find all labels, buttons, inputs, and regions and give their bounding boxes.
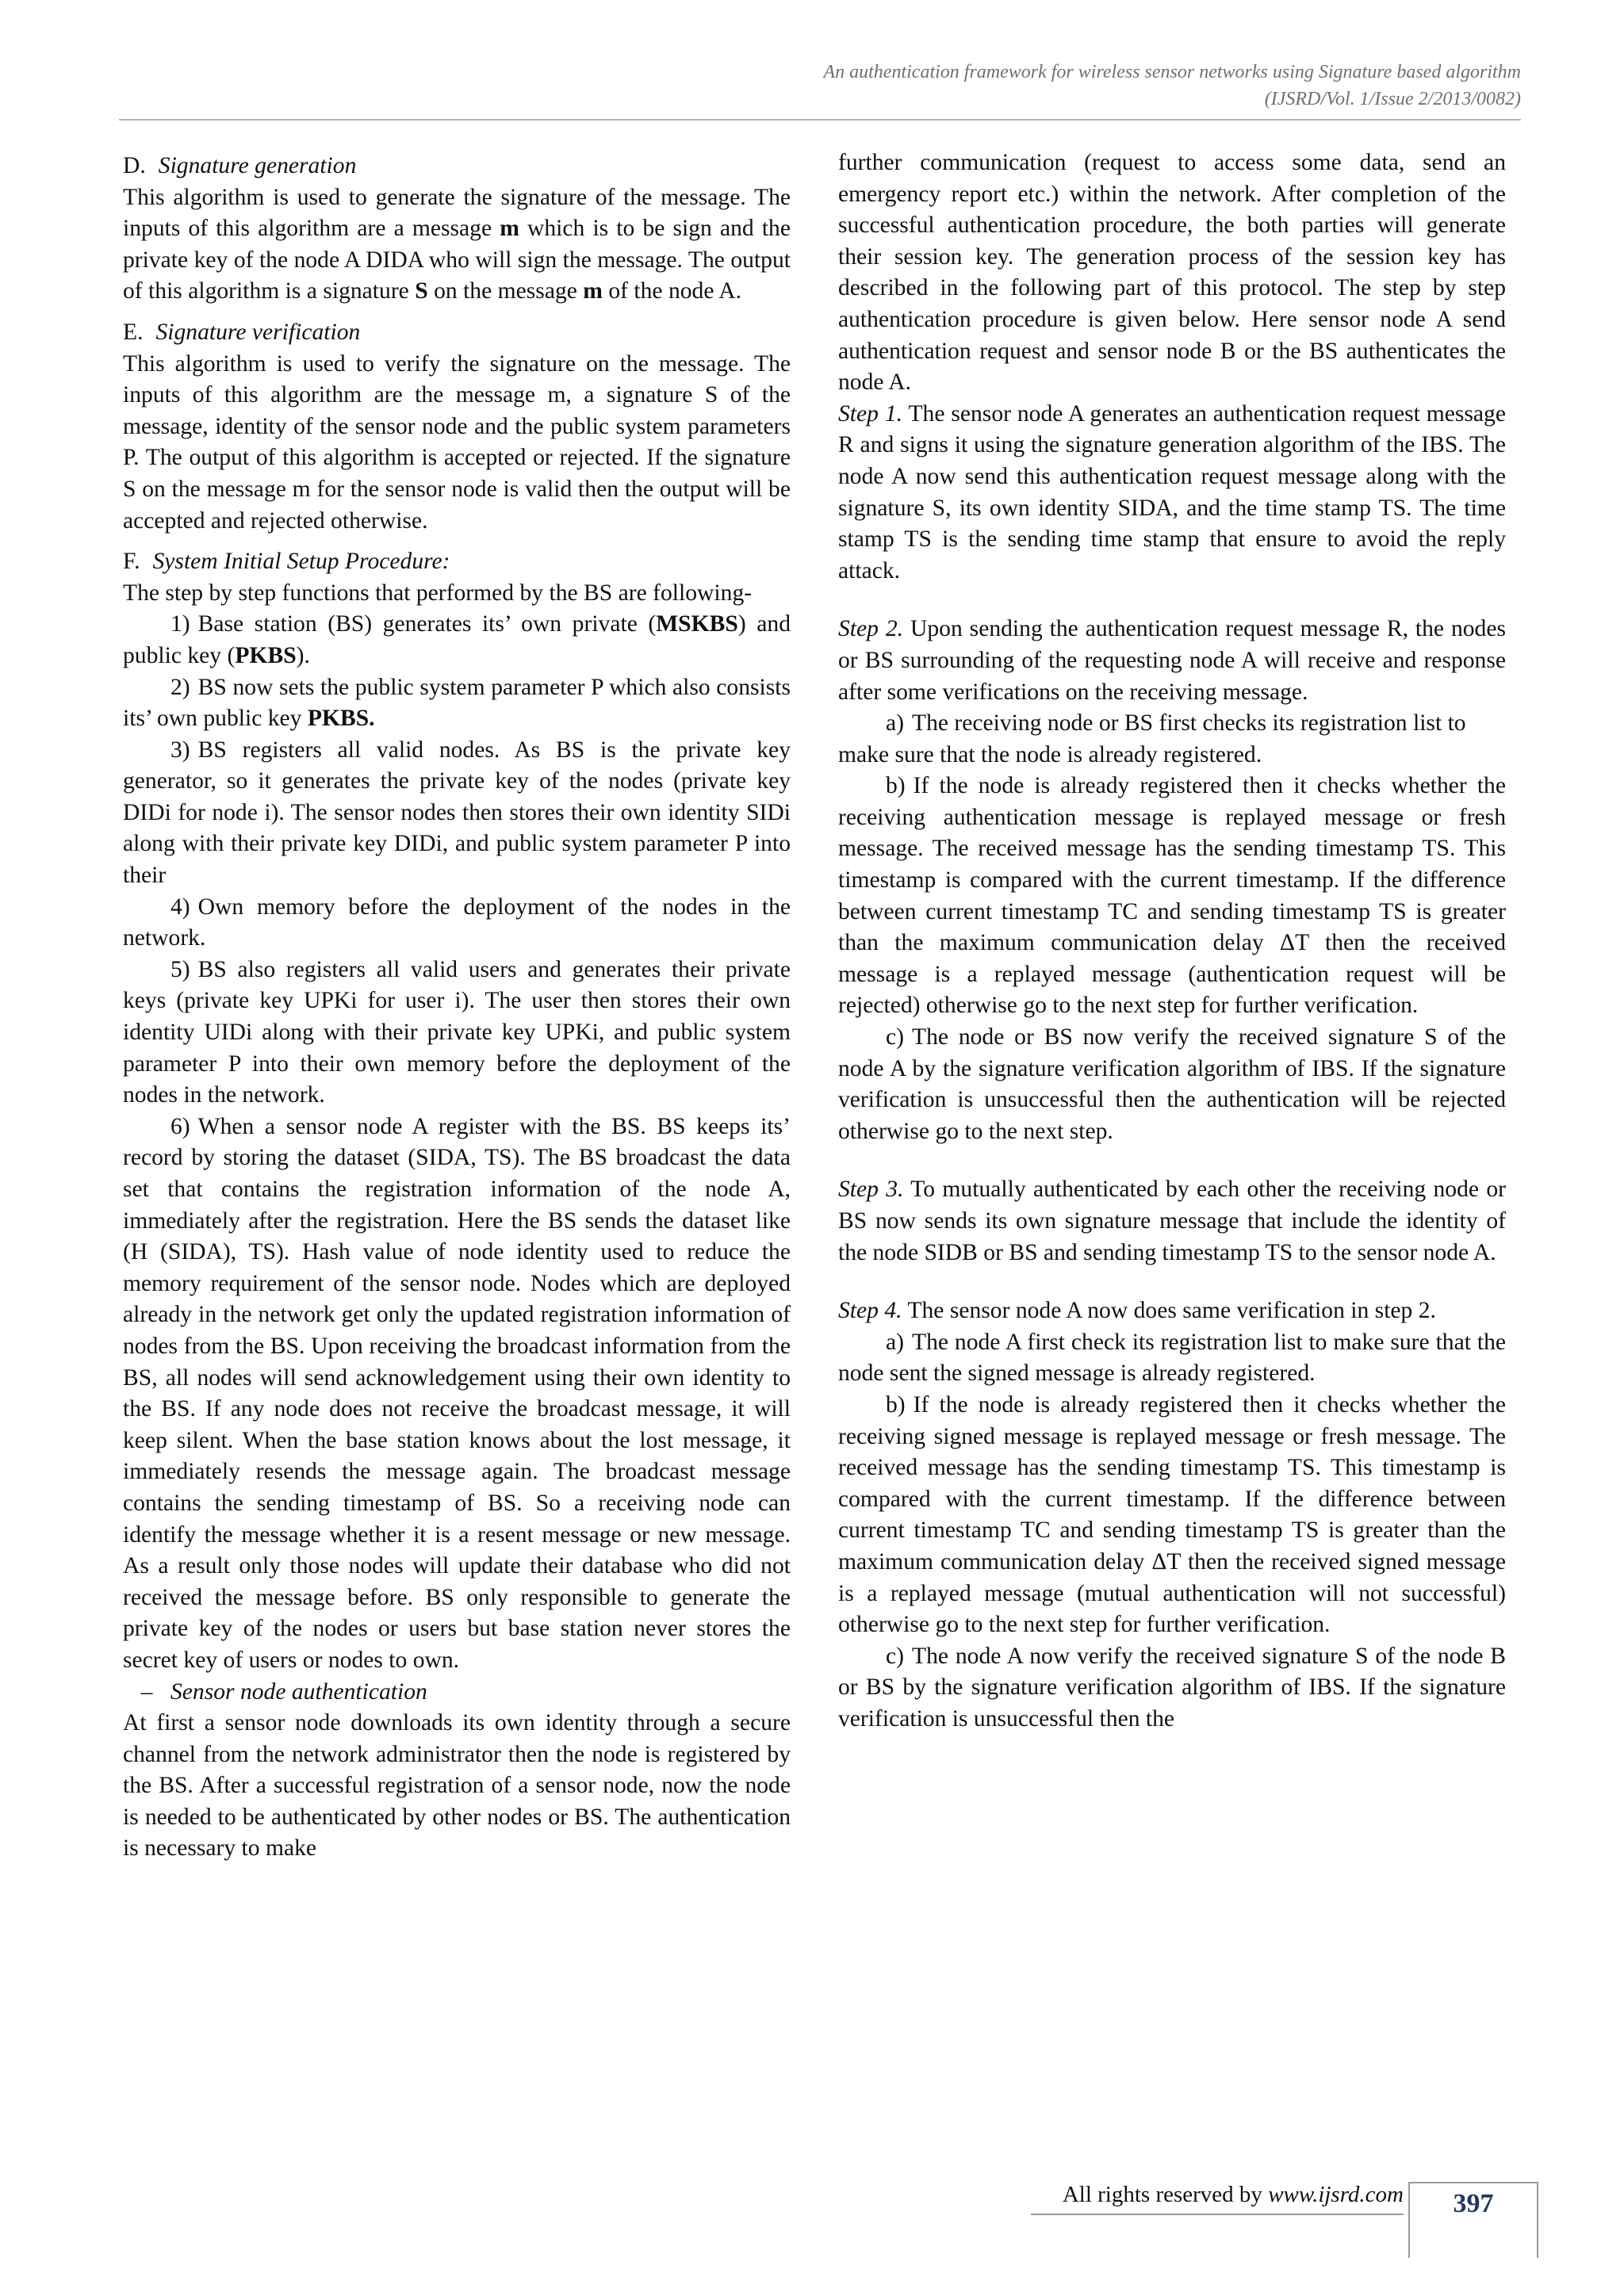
step-4-c-num: c) <box>886 1643 904 1669</box>
step-2 <box>838 614 1506 708</box>
setup-item-1-num: 1) <box>170 611 190 637</box>
step-3 <box>838 1174 1506 1269</box>
step-2-a-num: a) <box>886 710 904 737</box>
setup-item-1-text-c: ). <box>296 642 310 668</box>
footer-url[interactable]: www.ijsrd.com <box>1268 2182 1404 2207</box>
section-f-heading <box>123 546 791 578</box>
section-f-intro: The step by step functions that performed by the BS are following- <box>123 580 753 606</box>
step-4-b <box>838 1390 1506 1641</box>
setup-item-1-pkbs: PKBS <box>235 642 297 668</box>
step-4-text: The sensor node A now does same verification in step 2. <box>902 1298 1436 1324</box>
step-1-text: The sensor node A generates an authentication request message R and signs it using the signature generation algorithm of the IBS. The node A now send this authentication request message along with the signature S, its own identity SIDA, and the time stamp TS. The time stamp TS is the sending time stamp that ensure to avoid the reply attack. <box>838 400 1506 584</box>
setup-item-2-pkbs: PKBS. <box>307 706 375 732</box>
section-e-heading <box>123 317 791 349</box>
step-4-c <box>838 1641 1506 1735</box>
section-d-bold-s: S <box>415 278 428 304</box>
setup-item-6-text: When a sensor node A register with the BS. BS keeps its’ record by storing the dataset (SIDA, TS). The BS broadcast the data set that contains the registration information of the node A, immediately after the registration. Here the BS sends the dataset like (H (SIDA), TS). Hash value of node identity used to reduce the memory requirement of the sensor node. Nodes which are deployed already in the network get only the updated registration information of nodes from the BS. Upon receiving the broadcast information from the BS, all nodes will send acknowledgement using their own identity to the BS. If any node does not receive the broadcast message, it will keep silent. When the base station knows about the lost message, it immediately resends the message again. The broadcast message contains the sending timestamp of BS. So a receiving node can identify the message whether it is a resent message or new message. As a result only those nodes will update their database who did not received the message before. BS only responsible to generate the private key of the nodes or users but base station never stores the secret key of users or nodes to own. <box>123 1113 791 1673</box>
section-d-bold-m: m <box>500 216 519 242</box>
setup-item-5-text: BS also registers all valid users and generates their private keys (private key UPKi for user i). The user then stores their own identity UIDi along with their private key UPKi, and public system parameter P into their own memory before the deployment of the nodes in the network. <box>123 956 791 1108</box>
step-2-b <box>838 771 1506 1022</box>
step-4 <box>838 1295 1506 1327</box>
sensor-auth-body: At first a sensor node downloads its own identity through a secure channel from the network administrator then the node is registered by the BS. After a successful registration of a sensor node, now the node is needed to be authenticated by other nodes or BS. The authentication is necessary to make <box>123 1710 791 1862</box>
footer-rights <box>1031 2180 1404 2209</box>
setup-item-5-num: 5) <box>170 956 190 982</box>
step-2-c-num: c) <box>886 1024 904 1050</box>
setup-item-3-text: BS registers all valid nodes. As BS is the private key generator, so it generates the private key of the nodes (private key DIDi for node i). The sensor nodes then stores their own identity SIDi along with their private key DIDi, and public system parameter P into their <box>123 737 791 889</box>
header-issue: (IJSRD/Vol. 1/Issue 2/2013/0082) <box>1264 89 1521 109</box>
step-4-c-text: The node A now verify the received signature S of the node B or BS by the signature verification algorithm of IBS. If the signature verification is unsuccessful then the <box>838 1643 1506 1732</box>
section-f-title: System Initial Setup Procedure: <box>152 549 450 575</box>
step-2-label: Step 2. <box>838 616 904 642</box>
setup-item-3 <box>123 735 791 892</box>
step-4-a <box>838 1327 1506 1390</box>
page-number: 397 <box>1453 2189 1494 2218</box>
footer-rights-text: All rights reserved by <box>1062 2182 1269 2207</box>
sensor-auth-dash: – <box>140 1678 153 1705</box>
section-d-title: Signature generation <box>158 153 357 178</box>
section-d-text-1: This algorithm is used to generate the signature of the message. The inputs of this algorithm are a message <box>123 184 791 242</box>
step-3-text: To mutually authenticated by each other the receiving node or BS now sends its own signature message that include the identity of the node SIDB or BS and sending timestamp TS to the sensor node A. <box>838 1177 1507 1265</box>
setup-item-3-num: 3) <box>170 737 190 763</box>
section-e-title: Signature verification <box>155 319 361 345</box>
footer-rule <box>1031 2214 1404 2215</box>
setup-item-2-text: BS now sets the public system parameter P which also consists its’ own public key <box>123 674 791 732</box>
step-1 <box>838 399 1506 587</box>
section-f-letter: F. <box>123 549 140 575</box>
step-4-b-num: b) <box>886 1391 906 1418</box>
setup-item-4 <box>123 892 791 955</box>
setup-item-4-num: 4) <box>170 894 190 920</box>
setup-item-5 <box>123 955 791 1112</box>
left-column <box>123 151 791 1865</box>
section-e-body: This algorithm is used to verify the signature on the message. The inputs of this algorithm are the message m, a signature S of the message, identity of the sensor node and the public system parameters P. The output of this algorithm is accepted or rejected. If the signature S on the message m for the sensor node is valid then the output will be accepted and rejected otherwise. <box>123 350 791 534</box>
section-d-text-4: of the node A. <box>602 278 742 304</box>
section-d-bold-m2: m <box>583 278 603 304</box>
section-d-body <box>123 182 791 308</box>
step-2-a <box>838 708 1506 771</box>
right-continuation: further communication (request to access some data, send an emergency report etc.) within the network. After completion of the successful authentication procedure, the both parties will generate their session key. The generation process of the session key has described in the following part of this protocol. The step by step authentication procedure is given below. Here sensor node A send authentication request and sensor node B or the BS authenticates the node A. <box>838 150 1506 396</box>
step-3-label: Step 3. <box>838 1177 904 1203</box>
setup-item-4-text: Own memory before the deployment of the nodes in the network. <box>123 894 791 951</box>
section-d-text-3: on the message <box>427 278 584 304</box>
step-2-text: Upon sending the authentication request message R, the nodes or BS surrounding of the requesting node A will receive and response after some verifications on the receiving message. <box>838 616 1507 705</box>
sensor-auth-heading <box>123 1677 791 1709</box>
step-4-b-text: If the node is already registered then it checks whether the receiving signed message is replayed message or fresh message. The received message has the sending timestamp TS. This timestamp is compared with the current timestamp. If the difference between current timestamp TC and sending timestamp TS is greater than the maximum communication delay ΔT then the received signed message is a replayed message (mutual authentication will not successful) otherwise go to the next step for further verification. <box>838 1391 1506 1638</box>
running-header <box>823 59 1521 113</box>
setup-item-1-text-b: ) and public key ( <box>123 611 791 668</box>
sensor-auth-title: Sensor node authentication <box>170 1678 427 1705</box>
section-d-letter: D. <box>123 153 146 178</box>
section-e-letter: E. <box>123 319 144 345</box>
setup-item-6-num: 6) <box>170 1113 190 1139</box>
setup-item-1-text-a: Base station (BS) generates its’ own private ( <box>197 611 657 637</box>
header-rule <box>119 119 1521 121</box>
step-2-a-text: The receiving node or BS first checks its registration list to make sure that the node is already registered. <box>838 710 1466 767</box>
setup-item-6 <box>123 1112 791 1677</box>
step-4-label: Step 4. <box>838 1298 902 1324</box>
step-2-c-text: The node or BS now verify the received signature S of the node A by the signature verification algorithm of IBS. If the signature verification is unsuccessful then the authentication will be rejected otherwise go to the next step. <box>838 1024 1506 1144</box>
right-column <box>838 147 1506 1735</box>
step-2-b-num: b) <box>886 773 906 799</box>
step-4-a-num: a) <box>886 1329 904 1355</box>
section-d-text-2: which is to be sign and the private key of the node A DIDA who will sign the message. The output of this algorithm is a signature <box>123 216 791 304</box>
setup-item-2 <box>123 672 791 735</box>
setup-item-1-mskbs: MSKBS <box>656 611 738 637</box>
setup-item-1 <box>123 609 791 672</box>
step-2-c <box>838 1022 1506 1147</box>
header-title: An authentication framework for wireless sensor networks using Signature based algorithm <box>823 62 1521 82</box>
step-2-b-text: If the node is already registered then it checks whether the receiving authentication message is replayed message or fresh message. The received message has the sending timestamp TS. This timestamp is compared with the current timestamp. If the difference between current timestamp TC and sending timestamp TS is greater than the maximum communication delay ΔT then the received message is a replayed message (authentication request will be rejected) otherwise go to the next step for further verification. <box>838 773 1506 1019</box>
step-4-a-text: The node A first check its registration list to make sure that the node sent the signed message is already registered. <box>838 1329 1506 1387</box>
section-d-heading <box>123 151 791 182</box>
setup-item-2-num: 2) <box>170 674 190 700</box>
step-1-label: Step 1. <box>838 400 903 427</box>
